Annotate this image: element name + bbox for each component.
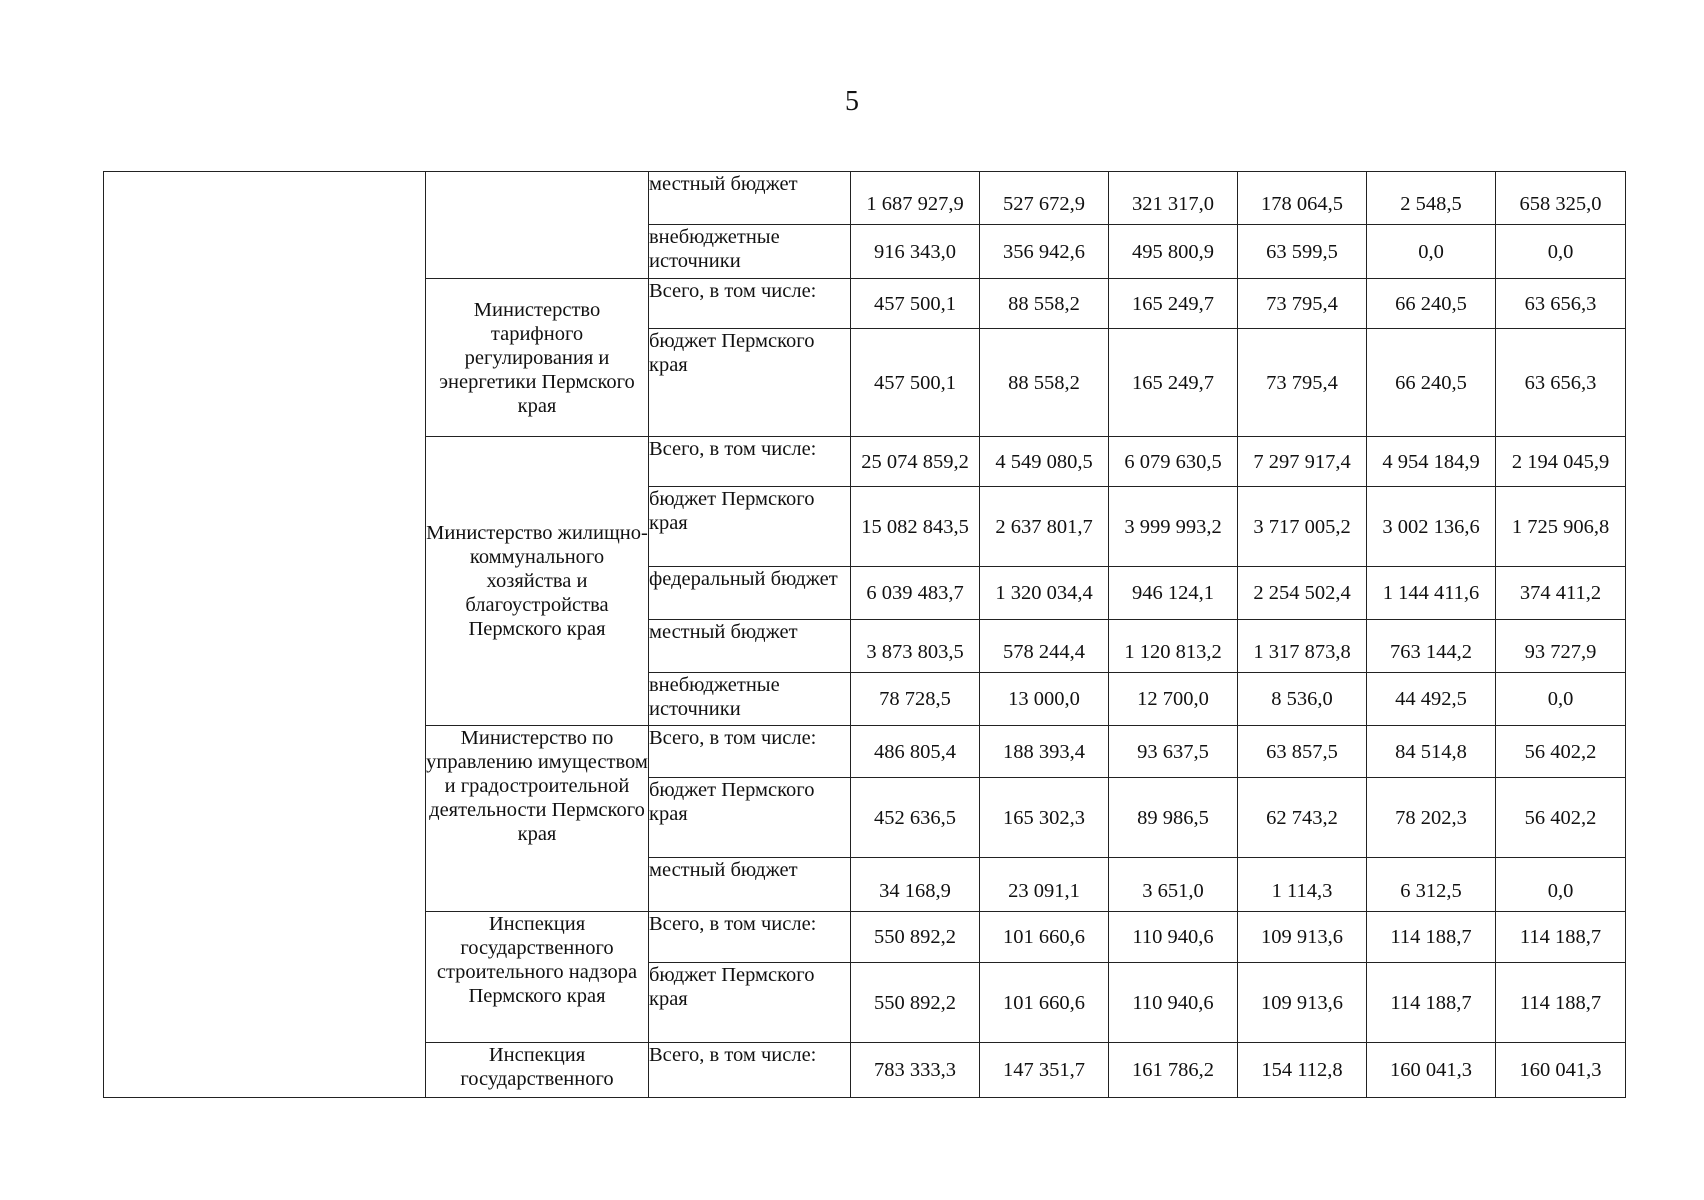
value-cell: 4 549 080,5 — [980, 437, 1109, 487]
value-cell: 1 114,3 — [1238, 858, 1367, 912]
value-cell: 110 940,6 — [1109, 963, 1238, 1043]
value-cell: 452 636,5 — [851, 778, 980, 858]
value-cell: 110 940,6 — [1109, 912, 1238, 963]
source-cell: местный бюджет — [649, 858, 851, 912]
value-cell: 114 188,7 — [1496, 963, 1626, 1043]
value-cell: 160 041,3 — [1496, 1043, 1626, 1098]
value-cell: 578 244,4 — [980, 620, 1109, 673]
value-cell: 63 857,5 — [1238, 726, 1367, 778]
value-cell: 486 805,4 — [851, 726, 980, 778]
source-cell: Всего, в том числе: — [649, 912, 851, 963]
value-cell: 44 492,5 — [1367, 673, 1496, 726]
value-cell: 89 986,5 — [1109, 778, 1238, 858]
budget-table — [103, 171, 1626, 1098]
source-cell: Всего, в том числе: — [649, 1043, 851, 1098]
value-cell: 0,0 — [1367, 225, 1496, 279]
value-cell: 160 041,3 — [1367, 1043, 1496, 1098]
value-cell: 550 892,2 — [851, 912, 980, 963]
value-cell: 1 144 411,6 — [1367, 567, 1496, 620]
source-cell: внебюджетные источники — [649, 673, 851, 726]
organization-cell: Инспекция государственного строительного надзора Пермского края — [426, 912, 649, 1043]
value-cell: 78 202,3 — [1367, 778, 1496, 858]
value-cell: 550 892,2 — [851, 963, 980, 1043]
value-cell: 114 188,7 — [1367, 963, 1496, 1043]
organization-cell: Инспекция государственного — [426, 1043, 649, 1098]
value-cell: 93 727,9 — [1496, 620, 1626, 673]
value-cell: 0,0 — [1496, 858, 1626, 912]
value-cell: 2 194 045,9 — [1496, 437, 1626, 487]
value-cell: 374 411,2 — [1496, 567, 1626, 620]
source-cell: бюджет Пермского края — [649, 778, 851, 858]
value-cell: 3 873 803,5 — [851, 620, 980, 673]
value-cell: 62 743,2 — [1238, 778, 1367, 858]
source-cell: внебюджетные источники — [649, 225, 851, 279]
value-cell: 4 954 184,9 — [1367, 437, 1496, 487]
value-cell: 66 240,5 — [1367, 279, 1496, 329]
value-cell: 63 599,5 — [1238, 225, 1367, 279]
value-cell: 1 687 927,9 — [851, 172, 980, 225]
value-cell: 658 325,0 — [1496, 172, 1626, 225]
table-body — [104, 172, 1626, 1098]
organization-cell: Министерство по управлению имуществом и градостроительной деятельности Пермского края — [426, 726, 649, 912]
value-cell: 101 660,6 — [980, 912, 1109, 963]
value-cell: 56 402,2 — [1496, 778, 1626, 858]
value-cell: 8 536,0 — [1238, 673, 1367, 726]
source-cell: местный бюджет — [649, 620, 851, 673]
source-cell: Всего, в том числе: — [649, 726, 851, 778]
value-cell: 63 656,3 — [1496, 329, 1626, 437]
value-cell: 3 999 993,2 — [1109, 487, 1238, 567]
value-cell: 457 500,1 — [851, 329, 980, 437]
value-cell: 165 249,7 — [1109, 279, 1238, 329]
value-cell: 356 942,6 — [980, 225, 1109, 279]
value-cell: 154 112,8 — [1238, 1043, 1367, 1098]
page-number: 5 — [845, 86, 859, 117]
value-cell: 12 700,0 — [1109, 673, 1238, 726]
value-cell: 88 558,2 — [980, 329, 1109, 437]
value-cell: 165 249,7 — [1109, 329, 1238, 437]
value-cell: 3 651,0 — [1109, 858, 1238, 912]
value-cell: 527 672,9 — [980, 172, 1109, 225]
value-cell: 78 728,5 — [851, 673, 980, 726]
value-cell: 7 297 917,4 — [1238, 437, 1367, 487]
value-cell: 25 074 859,2 — [851, 437, 980, 487]
value-cell: 161 786,2 — [1109, 1043, 1238, 1098]
value-cell: 783 333,3 — [851, 1043, 980, 1098]
value-cell: 188 393,4 — [980, 726, 1109, 778]
source-cell: местный бюджет — [649, 172, 851, 225]
value-cell: 763 144,2 — [1367, 620, 1496, 673]
value-cell: 109 913,6 — [1238, 912, 1367, 963]
value-cell: 63 656,3 — [1496, 279, 1626, 329]
value-cell: 73 795,4 — [1238, 279, 1367, 329]
value-cell: 165 302,3 — [980, 778, 1109, 858]
value-cell: 2 548,5 — [1367, 172, 1496, 225]
value-cell: 23 091,1 — [980, 858, 1109, 912]
value-cell: 321 317,0 — [1109, 172, 1238, 225]
value-cell: 457 500,1 — [851, 279, 980, 329]
value-cell: 88 558,2 — [980, 279, 1109, 329]
value-cell: 114 188,7 — [1496, 912, 1626, 963]
source-cell: Всего, в том числе: — [649, 437, 851, 487]
value-cell: 13 000,0 — [980, 673, 1109, 726]
value-cell: 1 120 813,2 — [1109, 620, 1238, 673]
value-cell: 916 343,0 — [851, 225, 980, 279]
value-cell: 147 351,7 — [980, 1043, 1109, 1098]
value-cell: 495 800,9 — [1109, 225, 1238, 279]
source-cell: бюджет Пермского края — [649, 963, 851, 1043]
source-cell: бюджет Пермского края — [649, 487, 851, 567]
value-cell: 6 079 630,5 — [1109, 437, 1238, 487]
organization-cell — [426, 172, 649, 279]
value-cell: 1 320 034,4 — [980, 567, 1109, 620]
source-cell: федеральный бюджет — [649, 567, 851, 620]
organization-cell: Министерство жилищно-коммунального хозяйства и благоустройства Пермского края — [426, 437, 649, 726]
value-cell: 66 240,5 — [1367, 329, 1496, 437]
value-cell: 178 064,5 — [1238, 172, 1367, 225]
value-cell: 1 317 873,8 — [1238, 620, 1367, 673]
value-cell: 101 660,6 — [980, 963, 1109, 1043]
value-cell: 1 725 906,8 — [1496, 487, 1626, 567]
value-cell: 2 254 502,4 — [1238, 567, 1367, 620]
value-cell: 93 637,5 — [1109, 726, 1238, 778]
value-cell: 56 402,2 — [1496, 726, 1626, 778]
value-cell: 6 039 483,7 — [851, 567, 980, 620]
value-cell: 3 002 136,6 — [1367, 487, 1496, 567]
source-cell: бюджет Пермского края — [649, 329, 851, 437]
value-cell: 3 717 005,2 — [1238, 487, 1367, 567]
organization-cell: Министерство тарифного регулирования и энергетики Пермского края — [426, 279, 649, 437]
first-column-cell — [104, 172, 426, 1098]
value-cell: 2 637 801,7 — [980, 487, 1109, 567]
value-cell: 15 082 843,5 — [851, 487, 980, 567]
value-cell: 114 188,7 — [1367, 912, 1496, 963]
value-cell: 0,0 — [1496, 673, 1626, 726]
value-cell: 84 514,8 — [1367, 726, 1496, 778]
value-cell: 73 795,4 — [1238, 329, 1367, 437]
value-cell: 6 312,5 — [1367, 858, 1496, 912]
source-cell: Всего, в том числе: — [649, 279, 851, 329]
value-cell: 109 913,6 — [1238, 963, 1367, 1043]
table-row — [104, 172, 1626, 225]
value-cell: 946 124,1 — [1109, 567, 1238, 620]
value-cell: 34 168,9 — [851, 858, 980, 912]
value-cell: 0,0 — [1496, 225, 1626, 279]
